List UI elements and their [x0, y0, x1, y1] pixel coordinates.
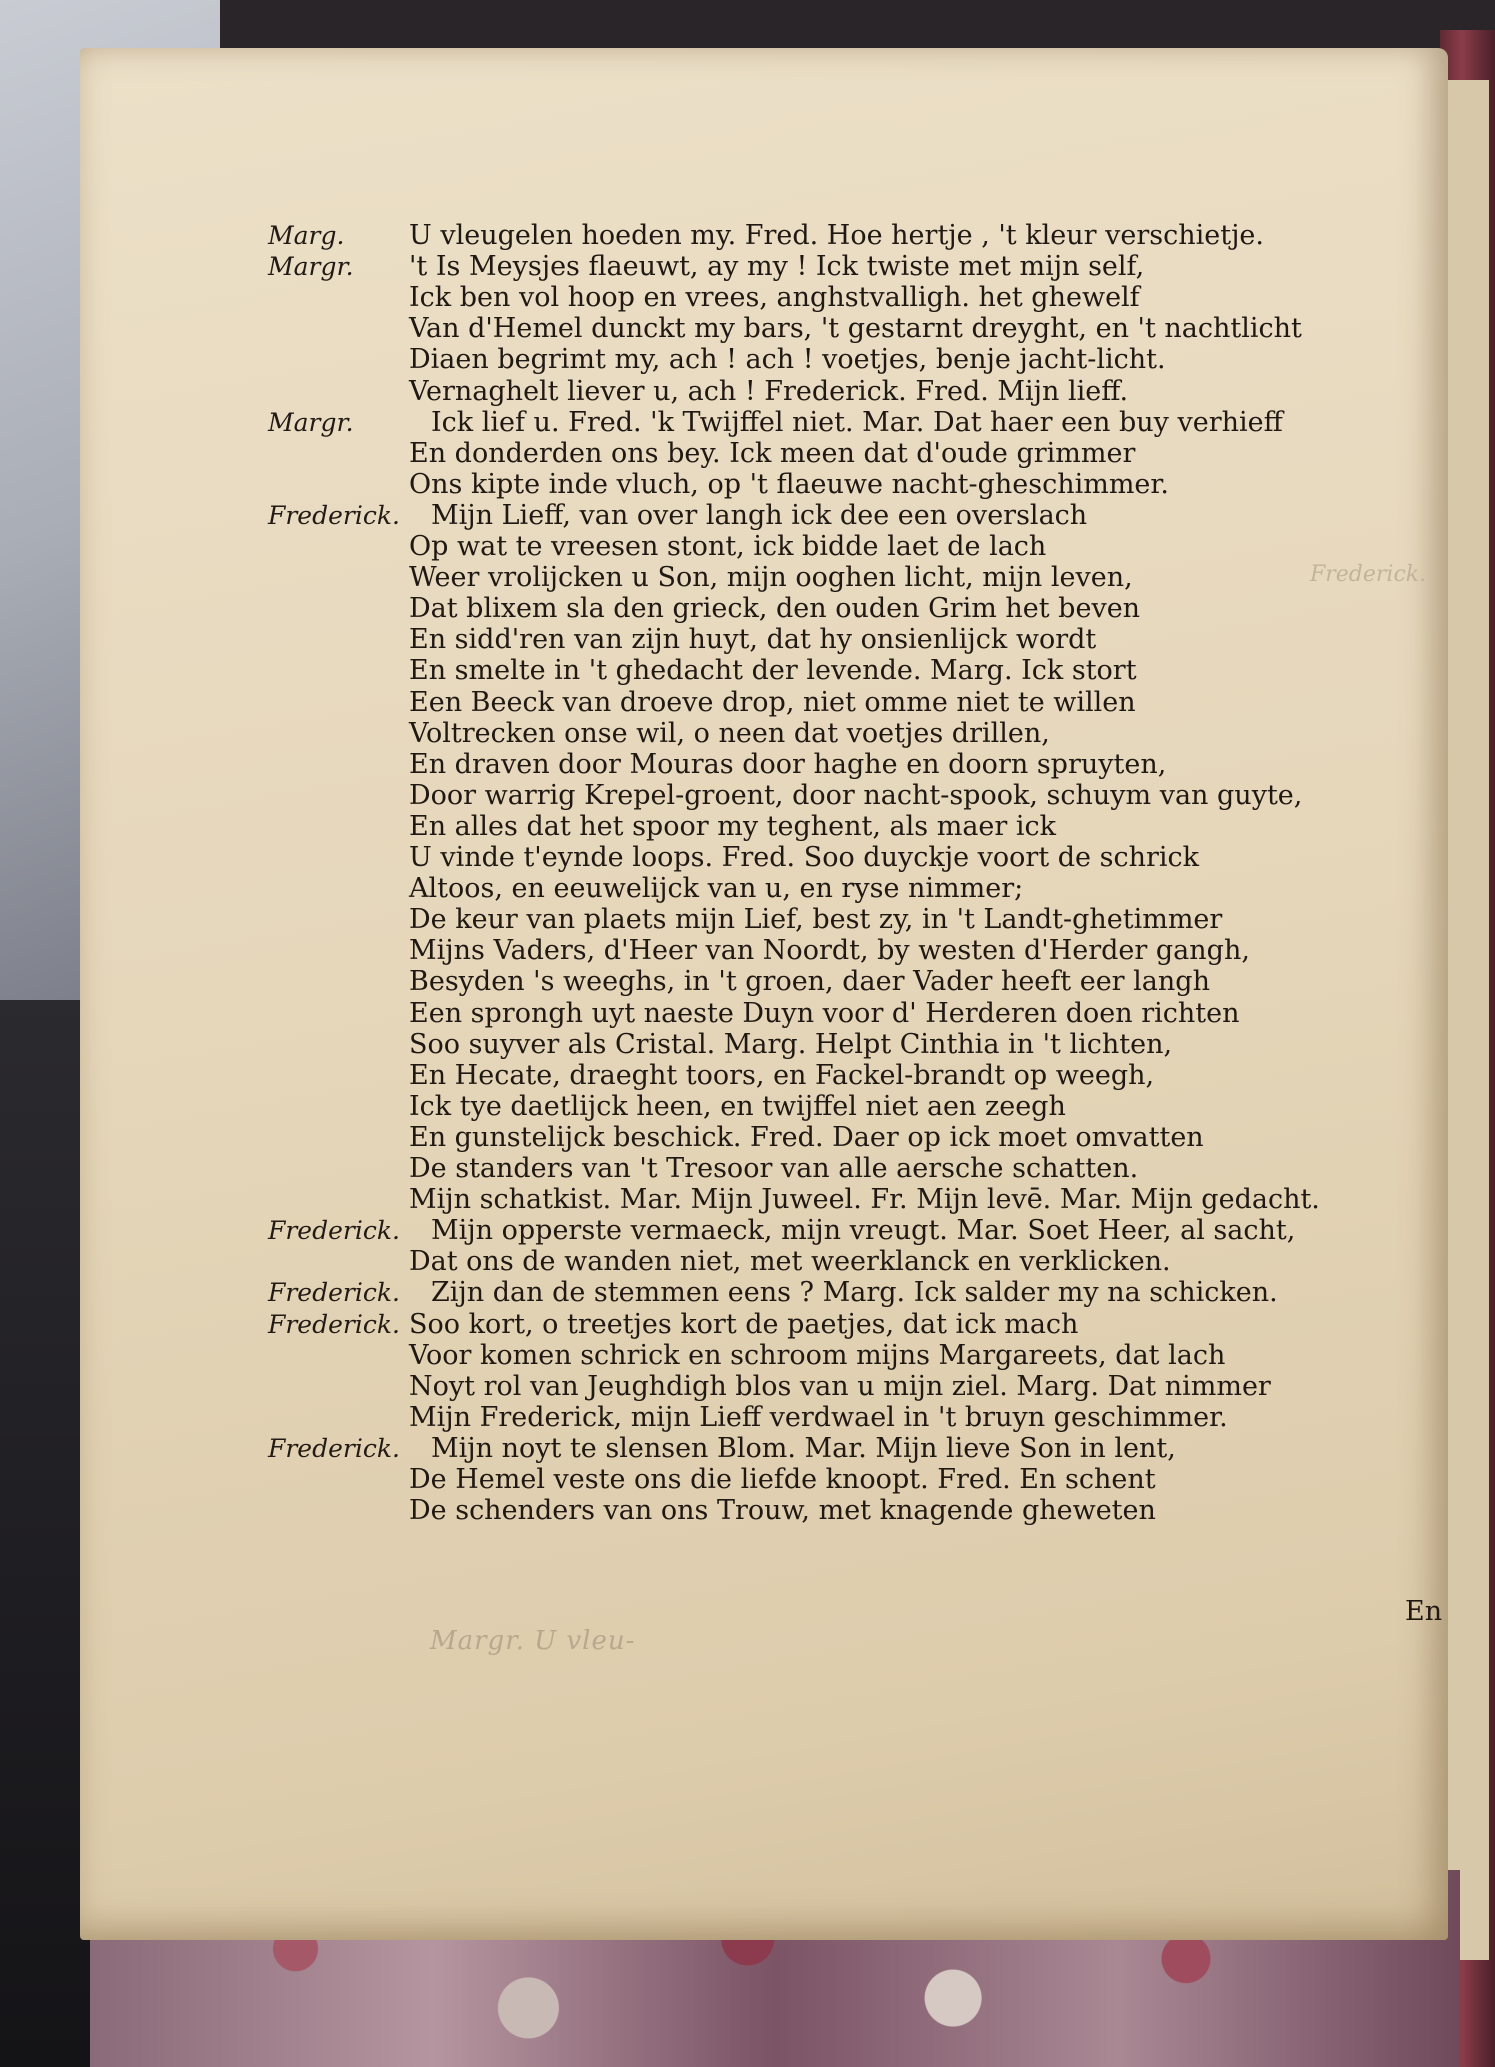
verse-text: Mijn Frederick, mijn Lieff verdwael in 't bruyn geschimmer.	[409, 1401, 1228, 1433]
verse-line	[80, 1371, 1448, 1403]
verse-text: Van d'Hemel dunckt my bars, 't gestarnt dreyght, en 't nachtlicht	[409, 313, 1302, 345]
verse-line	[80, 811, 1448, 843]
verse-text: Ick ben vol hoop en vrees, anghstvalligh. het ghewelf	[409, 282, 1140, 314]
verse-text: U vinde t'eynde loops. Fred. Soo duyckje voort de schrick	[409, 842, 1199, 873]
verse-text: Soo suyver als Cristal. Marg. Helpt Cinthia in 't lichten,	[409, 1028, 1173, 1060]
verse-line	[80, 469, 1448, 501]
verse-line	[80, 344, 1448, 376]
verse-line	[80, 531, 1448, 563]
verse-line	[80, 749, 1448, 781]
speaker-name: Frederick.	[268, 1433, 400, 1463]
verse-line	[80, 780, 1448, 812]
verse-line	[80, 1184, 1448, 1216]
verse-line	[80, 1464, 1448, 1496]
verse-line	[80, 718, 1448, 750]
verse-text: En sidd'ren van zijn huyt, dat hy onsienlijck wordt	[409, 624, 1097, 656]
verse-text: Dat blixem sla den grieck, den ouden Grim het beven	[409, 593, 1141, 625]
verse-text: Noyt rol van Jeughdigh blos van u mijn ziel. Marg. Dat nimmer	[409, 1370, 1271, 1402]
verse-text: En Hecate, draeght toors, en Fackel-brandt op weegh,	[409, 1059, 1155, 1091]
verse-line	[80, 687, 1448, 719]
verse-line	[80, 313, 1448, 345]
speaker-name: Frederick.	[268, 1278, 400, 1308]
verse-line	[80, 1029, 1448, 1061]
verse-line	[80, 500, 1448, 532]
verse-line	[80, 1246, 1448, 1278]
verse-line	[80, 1153, 1448, 1185]
verse-text: Mijn Lieff, van over langh ick dee een overslach	[431, 499, 1088, 531]
verse-text: Ons kipte inde vluch, op 't flaeuwe nacht-gheschimmer.	[409, 468, 1169, 500]
verse-line	[80, 376, 1448, 408]
verse-text: Op wat te vreesen stont, ick bidde laet de lach	[409, 531, 1047, 562]
verse-line	[80, 1340, 1448, 1372]
verse-line	[80, 562, 1448, 594]
verse-line	[80, 1215, 1448, 1247]
verse-line	[80, 220, 1448, 252]
verse-text: En draven door Mouras door haghe en doorn spruyten,	[409, 748, 1167, 780]
verse-line	[80, 873, 1448, 905]
speaker-name: Frederick.	[268, 1216, 400, 1246]
bleed-through-text: Margr. U vleu-	[430, 1626, 636, 1656]
book-page	[80, 48, 1448, 1940]
verse-line	[80, 904, 1448, 936]
verse-text: Mijn noyt te slensen Blom. Mar. Mijn lieve Son in lent,	[431, 1432, 1176, 1464]
verse-text: En donderden ons bey. Ick meen dat d'oude grimmer	[409, 437, 1136, 469]
verse-line	[80, 998, 1448, 1030]
verse-text: Mijn schatkist. Mar. Mijn Juweel. Fr. Mijn levē. Mar. Mijn gedacht.	[409, 1184, 1320, 1216]
speaker-name: Margr.	[268, 407, 354, 437]
verse-text: 't Is Meysjes flaeuwt, ay my ! Ick twiste met mijn self,	[409, 251, 1145, 283]
verse-text: De keur van plaets mijn Lief, best zy, in 't Landt-ghetimmer	[409, 904, 1223, 936]
verse-text: Een sprongh uyt naeste Duyn voor d' Herderen doen richten	[409, 997, 1240, 1029]
verse-line	[80, 438, 1448, 470]
verse-line	[80, 966, 1448, 998]
verse-line	[80, 593, 1448, 625]
verse-line	[80, 1402, 1448, 1434]
verse-text: Door warrig Krepel-groent, door nacht-spook, schuym van guyte,	[409, 779, 1303, 811]
verse-line	[80, 282, 1448, 314]
verse-line	[80, 842, 1448, 874]
verse-text: Weer vrolijcken u Son, mijn ooghen licht, mijn leven,	[409, 562, 1133, 594]
verse-text: En gunstelijck beschick. Fred. Daer op ick moet omvatten	[409, 1121, 1204, 1153]
bleed-through-side: Frederick.	[1310, 562, 1427, 587]
speaker-name: Frederick.	[268, 1309, 400, 1339]
verse-text: Dat ons de wanden niet, met weerklanck en verklicken.	[409, 1246, 1171, 1278]
verse-text: Voltrecken onse wil, o neen dat voetjes drillen,	[409, 717, 1050, 749]
verse-text: Mijn opperste vermaeck, mijn vreugt. Mar. Soet Heer, al sacht,	[431, 1215, 1296, 1247]
verse-text: Soo kort, o treetjes kort de paetjes, dat ick mach	[409, 1308, 1079, 1340]
verse-text: Een Beeck van droeve drop, niet omme niet te willen	[409, 686, 1136, 718]
verse-line	[80, 407, 1448, 439]
verse-text: En alles dat het spoor my teghent, als maer ick	[409, 810, 1056, 842]
verse-line	[80, 1091, 1448, 1123]
facing-page-edge	[1445, 80, 1489, 1960]
verse-text: Zijn dan de stemmen eens ? Marg. Ick salder my na schicken.	[431, 1277, 1278, 1309]
speaker-name: Margr.	[268, 252, 354, 282]
verse-text: Diaen begrimt my, ach ! ach ! voetjes, benje jacht-licht.	[409, 344, 1166, 376]
verse-line	[80, 935, 1448, 967]
verse-text: Vernaghelt liever u, ach ! Frederick. Fred. Mijn lieff.	[409, 375, 1129, 407]
verse-text: Altoos, en eeuwelijck van u, en ryse nimmer;	[409, 873, 1024, 905]
verse-text: Ick lief u. Fred. 'k Twijffel niet. Mar. Dat haer een buy verhieff	[431, 406, 1283, 438]
verse-text: De schenders van ons Trouw, met knagende gheweten	[409, 1495, 1156, 1527]
verse-line	[80, 1277, 1448, 1309]
verse-text: Mijns Vaders, d'Heer van Noordt, by westen d'Herder gangh,	[409, 935, 1250, 967]
verse-text: U vleugelen hoeden my. Fred. Hoe hertje , 't kleur verschietje.	[409, 220, 1264, 251]
speaker-name: Frederick.	[268, 500, 400, 530]
verse-line	[80, 251, 1448, 283]
verse-line	[80, 1309, 1448, 1341]
verse-text: Voor komen schrick en schroom mijns Margareets, dat lach	[409, 1339, 1226, 1371]
verse-text: De Hemel veste ons die liefde knoopt. Fred. En schent	[409, 1464, 1156, 1495]
catchword: En	[1405, 1596, 1443, 1627]
verse-line	[80, 1433, 1448, 1465]
verse-line	[80, 624, 1448, 656]
verse-text: Besyden 's weeghs, in 't groen, daer Vader heeft eer langh	[409, 966, 1210, 998]
verse-line	[80, 655, 1448, 687]
verse-text: Ick tye daetlijck heen, en twijffel niet aen zeegh	[409, 1090, 1066, 1122]
verse-line	[80, 1122, 1448, 1154]
speaker-name: Marg.	[268, 221, 345, 250]
verse-text: De standers van 't Tresoor van alle aersche schatten.	[409, 1153, 1139, 1184]
verse-line	[80, 1495, 1448, 1527]
verse-line	[80, 1060, 1448, 1092]
verse-text: En smelte in 't ghedacht der levende. Marg. Ick stort	[409, 655, 1137, 687]
